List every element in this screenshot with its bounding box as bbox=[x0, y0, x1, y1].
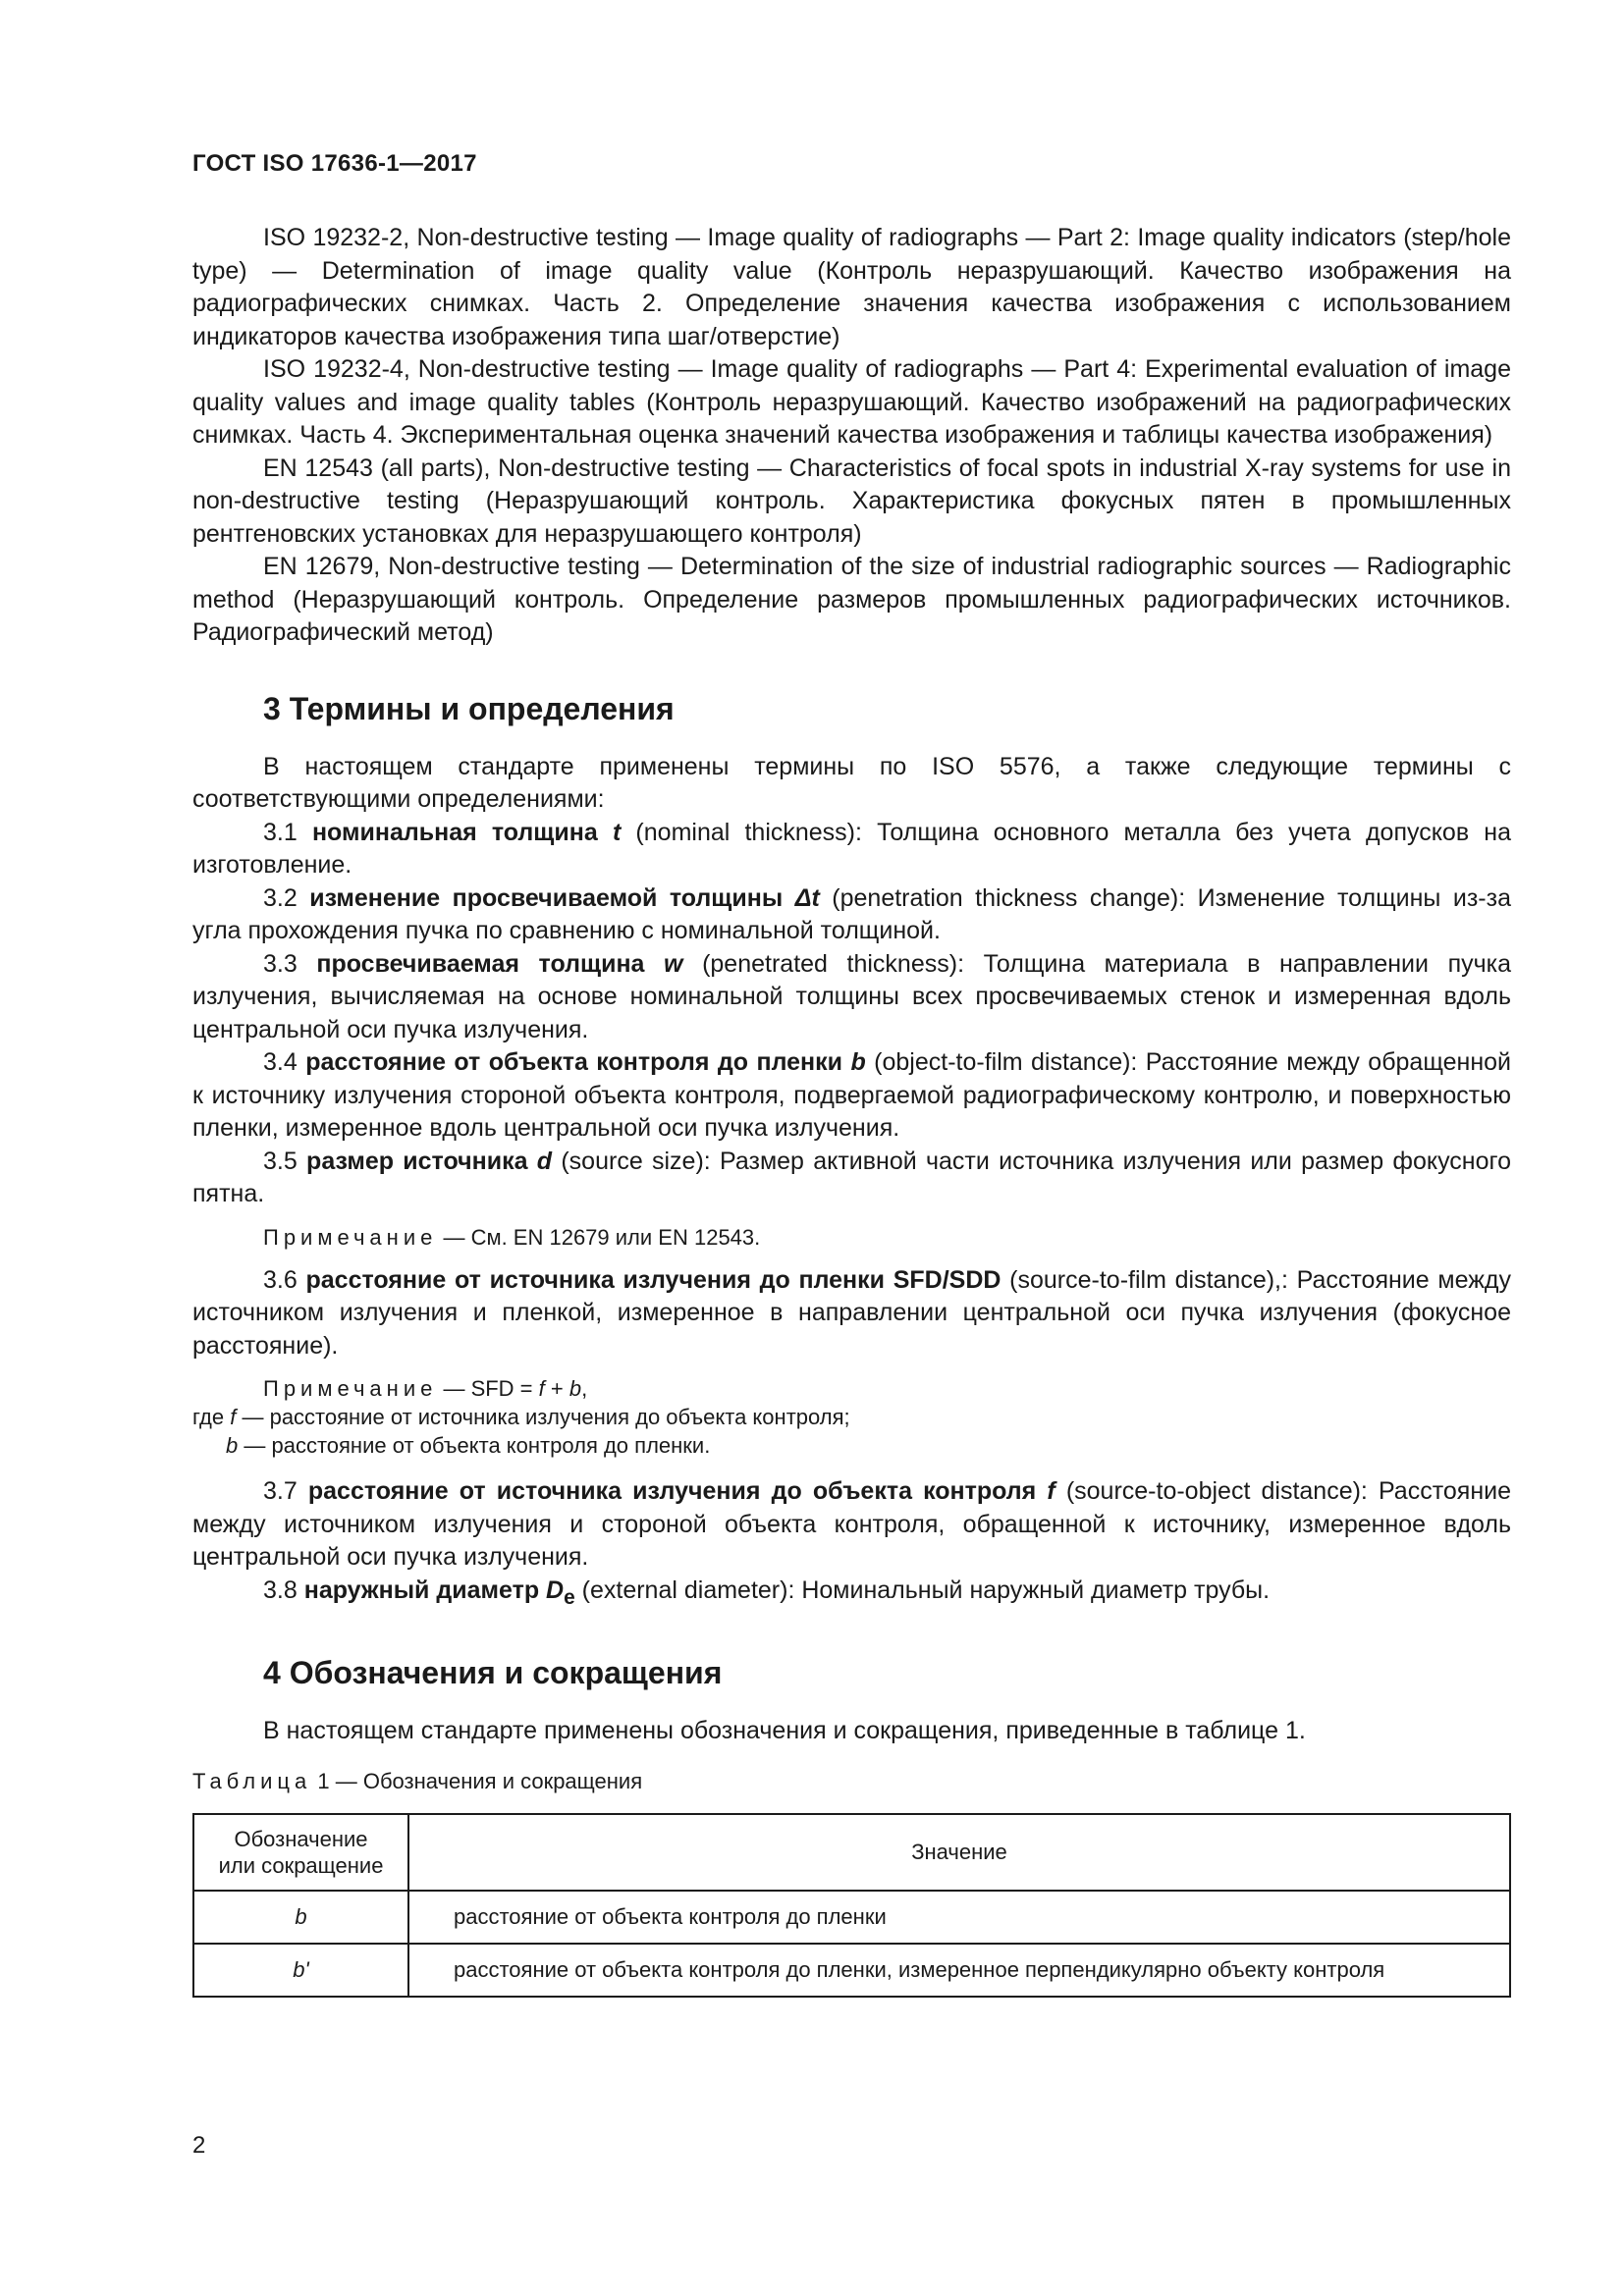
section-4-intro: В настоящем стандарте применены обозначения и сокращения, приведенные в таблице 1. bbox=[263, 1717, 1306, 1744]
term-symbol-subscript: e bbox=[564, 1585, 575, 1609]
table-caption: Таблица 1 — Обозначения и сокращения bbox=[192, 1768, 643, 1793]
term-symbol: f bbox=[1047, 1477, 1056, 1505]
symbols-table bbox=[192, 1813, 1511, 1998]
term-definition: (penetration thickness change): Изменение толщины из-за угла прохождения пучка по сравнению с номинальной толщиной. bbox=[192, 883, 1511, 944]
page-number: 2 bbox=[192, 2132, 206, 2159]
term-name: расстояние от источника излучения до объекта контроля bbox=[307, 1477, 1037, 1505]
term-3-2 bbox=[192, 882, 1511, 948]
note-label: Примечание bbox=[263, 1376, 438, 1401]
note-line: где f — расстояние от источника излучения до объекта контроля; bbox=[192, 1405, 850, 1429]
term-3-3 bbox=[192, 948, 1511, 1047]
term-definition: (object-to-film distance): Расстояние между обращенной к источнику излучения стороной объекта контроля, подвергаемой радиографическому контролю, и поверхностью пленки, измеренное вдоль центральной оси пучка излучения. bbox=[192, 1048, 1512, 1142]
table-row bbox=[193, 1891, 1510, 1944]
term-name: расстояние от источника излучения до пленки SFD/SDD bbox=[305, 1265, 1001, 1294]
term-symbol: t bbox=[612, 818, 622, 846]
term-number: 3.3 bbox=[263, 949, 298, 978]
term-number: 3.2 bbox=[263, 883, 298, 912]
table-cell-symbol: b bbox=[193, 1891, 408, 1944]
term-3-8 bbox=[192, 1575, 1511, 1615]
term-symbol: D bbox=[546, 1575, 565, 1604]
reference-item: EN 12543 (all parts), Non-destructive testing — Characteristics of focal spots in industrial X-ray systems for use in non-destructive testing (Неразрушающий контроль. Характеристика фокусных пятен в промышленных рентгеновских установках для неразрушающего контроля) bbox=[192, 454, 1511, 548]
table-cell-symbol: b' bbox=[193, 1944, 408, 1997]
term-number: 3.8 bbox=[263, 1575, 298, 1604]
term-name: расстояние от объекта контроля до пленки bbox=[305, 1048, 843, 1076]
note-line: b — расстояние от объекта контроля до пленки. bbox=[226, 1433, 711, 1458]
page-body bbox=[192, 222, 1511, 1998]
term-3-6 bbox=[192, 1264, 1511, 1363]
section-3-heading: 3 Термины и определения bbox=[263, 690, 675, 726]
term-symbol: w bbox=[664, 949, 683, 978]
term-definition: (source-to-object distance): Расстояние между источником излучения и стороной объекта контроля, обращенной к источнику, измеренное вдоль центральной оси пучка излучения. bbox=[192, 1477, 1512, 1571]
table-header-row bbox=[193, 1814, 1510, 1891]
term-name: наружный диаметр bbox=[303, 1575, 540, 1604]
note-3-6 bbox=[192, 1374, 1511, 1460]
term-3-5 bbox=[192, 1146, 1511, 1211]
term-name: размер источника bbox=[306, 1147, 528, 1175]
term-number: 3.4 bbox=[263, 1048, 298, 1076]
term-definition: (source size): Размер активной части источника излучения или размер фокусного пятна. bbox=[192, 1147, 1511, 1207]
term-number: 3.5 bbox=[263, 1147, 298, 1175]
term-symbol: d bbox=[536, 1147, 553, 1175]
term-name: изменение просвечиваемой толщины bbox=[309, 883, 784, 912]
term-definition: (penetrated thickness): Толщина материала в направлении пучка излучения, вычисляемая на основе номинальной толщины всех просвечиваемых стенок и измеренная вдоль центральной оси пучка излучения. bbox=[192, 949, 1512, 1043]
column-header-symbol: Обозначение или сокращение bbox=[193, 1814, 408, 1891]
note-line: Примечание — SFD = f + b, bbox=[263, 1376, 588, 1401]
reference-item: ISO 19232-4, Non-destructive testing — Image quality of radiographs — Part 4: Experimental evaluation of image quality values and image quality tables (Контроль неразрушающий. Качество изображений на радиографических снимках. Часть 4. Экспериментальная оценка значений качества изображения и таблицы качества изображения) bbox=[192, 355, 1511, 449]
note-label: Примечание bbox=[263, 1224, 438, 1250]
note-text: — См. EN 12679 или EN 12543. bbox=[437, 1224, 761, 1250]
section-4-heading: 4 Обозначения и сокращения bbox=[263, 1655, 723, 1690]
reference-item: EN 12679, Non-destructive testing — Determination of the size of industrial radiographic sources — Radiographic method (Неразрушающий контроль. Определение размеров промышленных радиографических источников. Радиографический метод) bbox=[192, 553, 1511, 646]
note-3-5 bbox=[192, 1223, 1511, 1253]
term-number: 3.6 bbox=[263, 1265, 298, 1294]
term-3-1 bbox=[192, 817, 1511, 882]
term-number: 3.7 bbox=[263, 1477, 298, 1505]
term-3-7 bbox=[192, 1475, 1511, 1575]
document-header: ГОСТ ISO 17636-1—2017 bbox=[192, 150, 477, 177]
term-name: просвечиваемая толщина bbox=[316, 949, 645, 978]
reference-item: ISO 19232-2, Non-destructive testing — Image quality of radiographs — Part 2: Image quality indicators (step/hole type) — Determination of image quality value (Контроль неразрушающий. Качество изображения на радиографических снимках. Часть 2. Определение значения качества изображения с использованием индикаторов качества изображения типа шаг/отверстие) bbox=[192, 224, 1511, 350]
table-cell-meaning: расстояние от объекта контроля до пленки, измеренное перпендикулярно объекту контроля bbox=[408, 1944, 1510, 1997]
term-definition: (nominal thickness): Толщина основного металла без учета допусков на изготовление. bbox=[192, 818, 1511, 879]
term-definition: (external diameter): Номинальный наружный диаметр трубы. bbox=[574, 1575, 1271, 1604]
term-symbol: b bbox=[850, 1048, 866, 1076]
table-cell-meaning: расстояние от объекта контроля до пленки bbox=[408, 1891, 1510, 1944]
term-number: 3.1 bbox=[263, 818, 298, 846]
table-row bbox=[193, 1944, 1510, 1997]
term-3-4 bbox=[192, 1046, 1511, 1146]
term-definition: (source-to-film distance),: Расстояние между источником излучения и пленкой, измеренное в направлении центральной оси пучка излучения (фокусное расстояние). bbox=[192, 1265, 1512, 1360]
term-name: номинальная толщина bbox=[311, 818, 598, 846]
section-3-intro: В настоящем стандарте применены термины по ISO 5576, а также следующие термины с соответствующими определениями: bbox=[192, 752, 1511, 813]
column-header-meaning: Значение bbox=[408, 1814, 1510, 1891]
term-symbol: Δt bbox=[794, 883, 820, 912]
